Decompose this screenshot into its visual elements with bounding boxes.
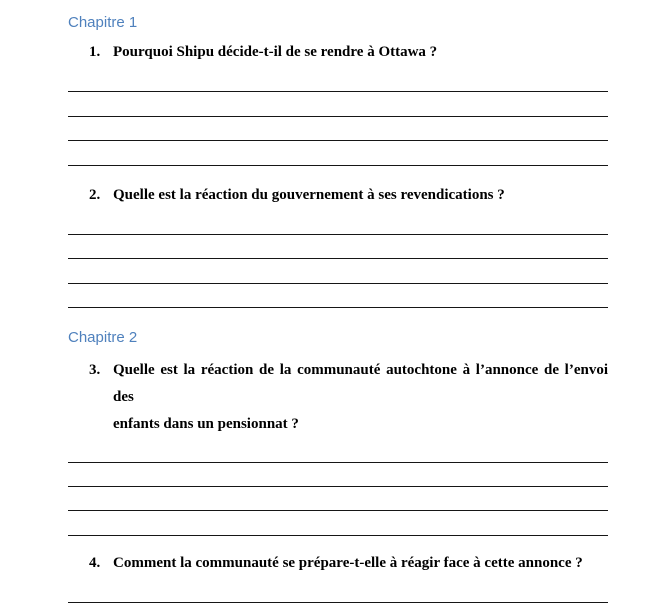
- answer-line[interactable]: [68, 579, 608, 603]
- answer-line[interactable]: [68, 141, 608, 165]
- question-item: [68, 182, 608, 209]
- answer-line[interactable]: [68, 487, 608, 511]
- answer-line[interactable]: [68, 235, 608, 259]
- question-text: enfants dans un pensionnat ?: [113, 416, 299, 433]
- chapter-section-2: [68, 329, 608, 603]
- answer-line[interactable]: [68, 117, 608, 141]
- answer-line[interactable]: [68, 259, 608, 283]
- answer-lines-group: [68, 68, 608, 166]
- chapter-section-1: [68, 14, 608, 308]
- answer-line[interactable]: [68, 68, 608, 92]
- answer-line[interactable]: [68, 284, 608, 308]
- question-text: Quelle est la réaction du gouvernement à ses revendications ?: [113, 186, 505, 203]
- chapter-heading: Chapitre 2: [68, 329, 138, 347]
- question-number: 4.: [89, 554, 101, 571]
- answer-lines-group: [68, 579, 608, 603]
- question-number: 1.: [89, 44, 101, 60]
- answer-lines-group: [68, 438, 608, 536]
- question-item: [68, 550, 608, 577]
- question-item: [68, 357, 608, 438]
- answer-line[interactable]: [68, 463, 608, 487]
- answer-lines-group: [68, 211, 608, 309]
- question-text: Quelle est la réaction de la communauté autochtone à l’annonce de l’envoi des: [113, 362, 608, 406]
- question-item: [68, 39, 608, 66]
- answer-line[interactable]: [68, 511, 608, 535]
- question-text: Comment la communauté se prépare-t-elle à réagir face à cette annonce ?: [113, 554, 583, 571]
- answer-line[interactable]: [68, 92, 608, 116]
- question-number: 3.: [89, 362, 101, 379]
- question-text: Pourquoi Shipu décide-t-il de se rendre à Ottawa ?: [113, 44, 438, 60]
- chapter-heading: Chapitre 1: [68, 14, 138, 31]
- answer-line[interactable]: [68, 438, 608, 462]
- answer-line[interactable]: [68, 211, 608, 235]
- question-number: 2.: [89, 186, 101, 203]
